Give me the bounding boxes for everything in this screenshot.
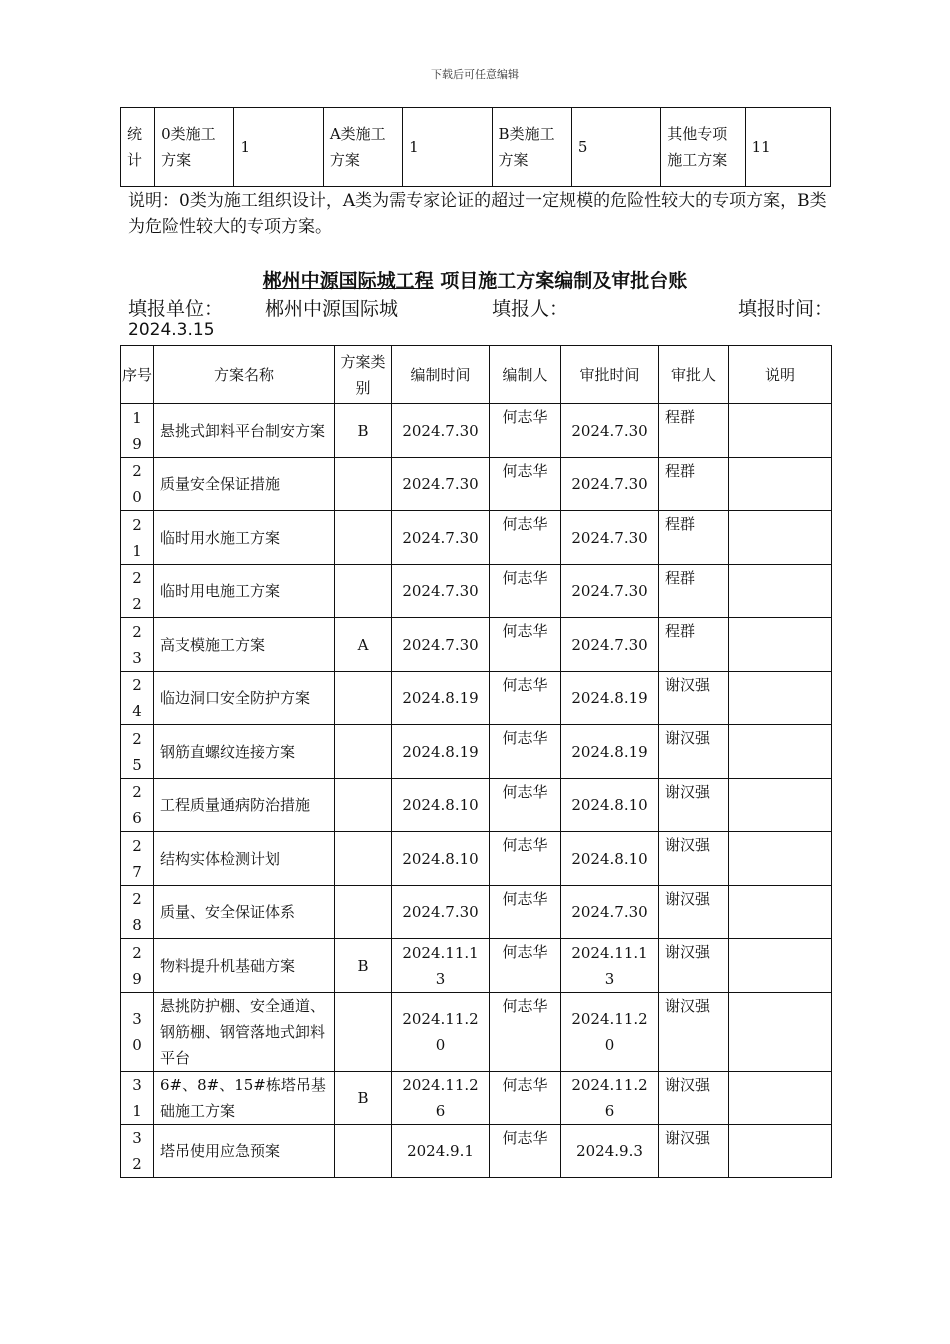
row-plan-name: 临边洞口安全防护方案 [154, 672, 335, 725]
fill-in-line [128, 294, 833, 320]
ledger-title-project: 郴州中源国际城工程 [262, 270, 434, 292]
row-plan-name: 6#、8#、15#栋塔吊基础施工方案 [154, 1072, 335, 1125]
row-seq: 22 [121, 565, 154, 618]
row-plan-name: 悬挑式卸料平台制安方案 [154, 404, 335, 458]
row-plan-name: 质量安全保证措施 [154, 458, 335, 511]
row-approver: 谢汉强 [659, 939, 729, 993]
row-maker: 何志华 [490, 458, 561, 511]
row-made-time: 2024.7.30 [392, 458, 490, 511]
row-seq: 27 [121, 832, 154, 886]
row-remark [729, 672, 832, 725]
row-approver: 谢汉强 [659, 832, 729, 886]
row-category [335, 511, 392, 565]
row-remark [729, 618, 832, 672]
row-made-time: 2024.8.10 [392, 779, 490, 832]
row-seq: 21 [121, 511, 154, 565]
stats-label: 统计 [121, 108, 155, 187]
col-name-header: 方案名称 [154, 346, 335, 404]
table-row [121, 565, 832, 618]
row-approver: 程群 [659, 404, 729, 458]
row-plan-name: 钢筋直螺纹连接方案 [154, 725, 335, 779]
table-row [121, 1072, 832, 1125]
row-remark [729, 565, 832, 618]
table-row [121, 672, 832, 725]
row-category [335, 779, 392, 832]
reporter-label: 填报人： [492, 298, 569, 320]
row-maker: 何志华 [490, 565, 561, 618]
row-remark [729, 511, 832, 565]
row-remark [729, 458, 832, 511]
row-approved-time: 2024.8.10 [561, 779, 659, 832]
row-approved-time: 2024.11.13 [561, 939, 659, 993]
row-plan-name: 工程质量通病防治措施 [154, 779, 335, 832]
row-made-time: 2024.7.30 [392, 511, 490, 565]
row-category [335, 672, 392, 725]
row-maker: 何志华 [490, 725, 561, 779]
row-approved-time: 2024.9.3 [561, 1125, 659, 1178]
stats-type-count: 5 [571, 108, 660, 187]
row-maker: 何志华 [490, 1125, 561, 1178]
row-approved-time: 2024.8.10 [561, 832, 659, 886]
row-approver: 谢汉强 [659, 993, 729, 1072]
row-maker: 何志华 [490, 832, 561, 886]
stats-row [121, 108, 831, 187]
row-category: A [335, 618, 392, 672]
col-approver-header: 审批人 [659, 346, 729, 404]
row-approver: 程群 [659, 511, 729, 565]
ledger-body [121, 404, 832, 1178]
row-plan-name: 临时用水施工方案 [154, 511, 335, 565]
row-category: B [335, 404, 392, 458]
row-maker: 何志华 [490, 404, 561, 458]
row-approver: 谢汉强 [659, 779, 729, 832]
col-seq-header: 序号 [121, 346, 154, 404]
row-plan-name: 物料提升机基础方案 [154, 939, 335, 993]
table-row [121, 511, 832, 565]
row-plan-name: 临时用电施工方案 [154, 565, 335, 618]
row-maker: 何志华 [490, 993, 561, 1072]
stats-type-name: B类施工方案 [492, 108, 571, 187]
table-row [121, 886, 832, 939]
row-category [335, 725, 392, 779]
row-seq: 32 [121, 1125, 154, 1178]
unit-value: 郴州中源国际城 [265, 298, 399, 320]
row-made-time: 2024.7.30 [392, 618, 490, 672]
row-made-time: 2024.7.30 [392, 404, 490, 458]
row-seq: 25 [121, 725, 154, 779]
col-made-time-header: 编制时间 [392, 346, 490, 404]
row-made-time: 2024.9.1 [392, 1125, 490, 1178]
table-row [121, 618, 832, 672]
stats-type-name: 0类施工方案 [155, 108, 234, 187]
row-category [335, 832, 392, 886]
stats-type-count: 1 [234, 108, 323, 187]
unit-label: 填报单位： [128, 298, 224, 320]
row-made-time: 2024.7.30 [392, 886, 490, 939]
table-row [121, 779, 832, 832]
row-approver: 谢汉强 [659, 1072, 729, 1125]
row-seq: 28 [121, 886, 154, 939]
row-category [335, 886, 392, 939]
row-approved-time: 2024.8.19 [561, 725, 659, 779]
row-seq: 31 [121, 1072, 154, 1125]
report-date: 2024.3.15 [128, 320, 215, 340]
row-seq: 20 [121, 458, 154, 511]
row-approved-time: 2024.7.30 [561, 618, 659, 672]
row-remark [729, 404, 832, 458]
stats-type-name: 其他专项施工方案 [661, 108, 745, 187]
row-seq: 23 [121, 618, 154, 672]
ledger-title [0, 266, 950, 293]
ledger-table [120, 345, 832, 1178]
row-seq: 29 [121, 939, 154, 993]
row-made-time: 2024.11.13 [392, 939, 490, 993]
row-plan-name: 质量、安全保证体系 [154, 886, 335, 939]
header-note: 下载后可任意编辑 [431, 68, 519, 81]
row-plan-name: 结构实体检测计划 [154, 832, 335, 886]
row-plan-name: 塔吊使用应急预案 [154, 1125, 335, 1178]
table-row [121, 404, 832, 458]
row-approved-time: 2024.8.19 [561, 672, 659, 725]
row-approver: 谢汉强 [659, 672, 729, 725]
table-row [121, 993, 832, 1072]
row-remark [729, 779, 832, 832]
row-approver: 程群 [659, 618, 729, 672]
row-seq: 19 [121, 404, 154, 458]
row-approver: 程群 [659, 565, 729, 618]
stats-table [120, 107, 831, 187]
row-approver: 程群 [659, 458, 729, 511]
row-maker: 何志华 [490, 618, 561, 672]
row-remark [729, 939, 832, 993]
row-approver: 谢汉强 [659, 886, 729, 939]
row-maker: 何志华 [490, 939, 561, 993]
stats-type-name: A类施工方案 [323, 108, 402, 187]
row-approved-time: 2024.7.30 [561, 565, 659, 618]
col-remark-header: 说明 [729, 346, 832, 404]
row-approver: 谢汉强 [659, 725, 729, 779]
col-maker-header: 编制人 [490, 346, 561, 404]
row-maker: 何志华 [490, 672, 561, 725]
row-made-time: 2024.7.30 [392, 565, 490, 618]
row-seq: 26 [121, 779, 154, 832]
row-approved-time: 2024.7.30 [561, 511, 659, 565]
row-maker: 何志华 [490, 511, 561, 565]
row-category [335, 565, 392, 618]
row-made-time: 2024.11.26 [392, 1072, 490, 1125]
col-approved-time-header: 审批时间 [561, 346, 659, 404]
row-approved-time: 2024.7.30 [561, 886, 659, 939]
row-approved-time: 2024.7.30 [561, 404, 659, 458]
row-remark [729, 1125, 832, 1178]
row-category [335, 1125, 392, 1178]
row-seq: 30 [121, 993, 154, 1072]
row-remark [729, 832, 832, 886]
row-category: B [335, 1072, 392, 1125]
table-row [121, 458, 832, 511]
row-category: B [335, 939, 392, 993]
row-made-time: 2024.8.19 [392, 725, 490, 779]
report-time-label: 填报时间： [737, 298, 833, 320]
row-remark [729, 725, 832, 779]
row-seq: 24 [121, 672, 154, 725]
table-row [121, 832, 832, 886]
col-category-header: 方案类别 [335, 346, 392, 404]
stats-type-count: 1 [403, 108, 492, 187]
row-category [335, 458, 392, 511]
row-maker: 何志华 [490, 1072, 561, 1125]
row-made-time: 2024.8.19 [392, 672, 490, 725]
row-category [335, 993, 392, 1072]
row-maker: 何志华 [490, 886, 561, 939]
table-row [121, 1125, 832, 1178]
row-remark [729, 993, 832, 1072]
row-approver: 谢汉强 [659, 1125, 729, 1178]
table-row [121, 725, 832, 779]
stats-type-count: 11 [745, 108, 830, 187]
row-maker: 何志华 [490, 779, 561, 832]
classification-note: 说明：0类为施工组织设计，A类为需专家论证的超过一定规模的危险性较大的专项方案，B类为危险性较大的专项方案。 [128, 191, 827, 237]
ledger-title-rest: 项目施工方案编制及审批台账 [433, 270, 688, 292]
row-made-time: 2024.11.20 [392, 993, 490, 1072]
row-remark [729, 886, 832, 939]
row-approved-time: 2024.11.20 [561, 993, 659, 1072]
row-approved-time: 2024.11.26 [561, 1072, 659, 1125]
ledger-header-row [121, 346, 832, 404]
row-approved-time: 2024.7.30 [561, 458, 659, 511]
row-plan-name: 高支模施工方案 [154, 618, 335, 672]
row-made-time: 2024.8.10 [392, 832, 490, 886]
row-plan-name: 悬挑防护棚、安全通道、钢筋棚、钢管落地式卸料平台 [154, 993, 335, 1072]
row-remark [729, 1072, 832, 1125]
table-row [121, 939, 832, 993]
